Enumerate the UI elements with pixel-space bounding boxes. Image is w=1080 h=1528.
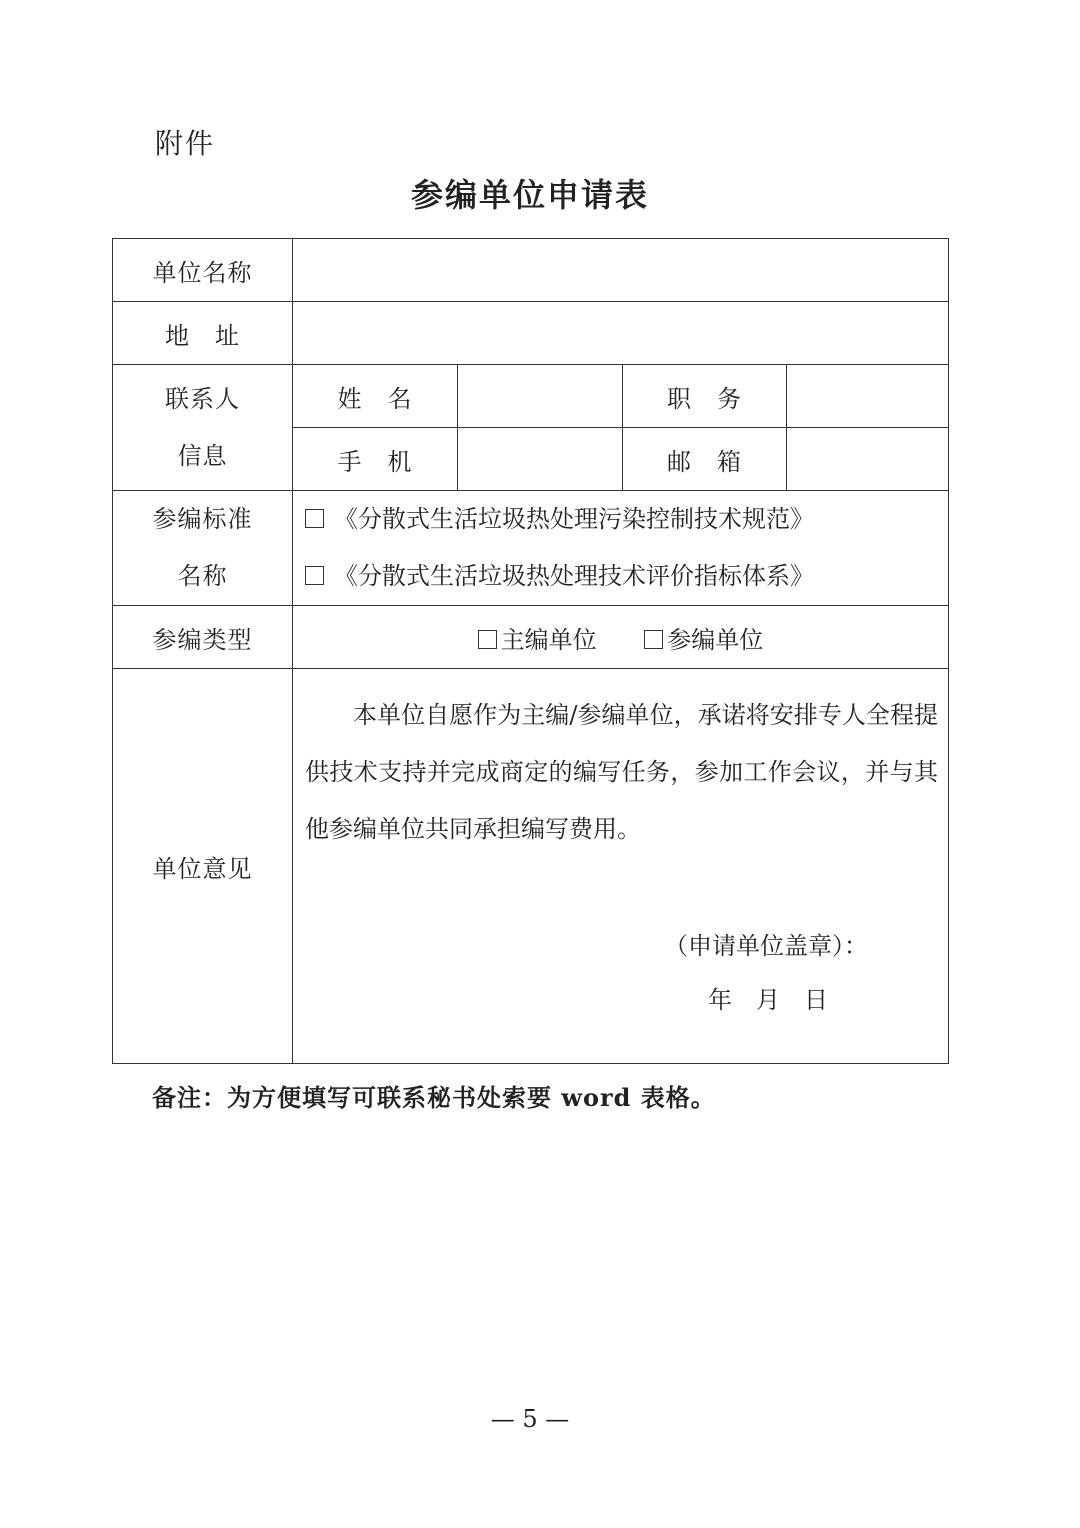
- type-option-label: 主编单位: [500, 625, 597, 654]
- address-field[interactable]: [293, 302, 949, 365]
- standards-options: [293, 491, 949, 606]
- standard-option-2[interactable]: [305, 548, 948, 605]
- unit-name-label: 单位名称: [113, 239, 293, 302]
- position-field[interactable]: [787, 365, 949, 428]
- standards-row: [113, 491, 949, 606]
- contact-row-1: [113, 365, 949, 428]
- standard-label: [113, 491, 293, 606]
- unit-name-field[interactable]: [293, 239, 949, 302]
- form-title: 参编单位申请表: [410, 176, 649, 214]
- application-form: [112, 238, 949, 1064]
- type-row: [113, 606, 949, 669]
- opinion-row: [113, 669, 949, 1064]
- address-label: 地 址: [113, 302, 293, 365]
- checkbox[interactable]: [305, 566, 324, 585]
- page-number: — 5 —: [490, 1405, 570, 1433]
- contact-label-line1: 联系人: [165, 384, 240, 413]
- name-field[interactable]: [458, 365, 623, 428]
- date-text: 年 月 日: [708, 986, 828, 1014]
- opinion-text: 本单位自愿作为主编/参编单位，承诺将安排专人全程提供技术支持并完成商定的编写任务，参加工作会议，并与其他参编单位共同承担编写费用。: [305, 701, 938, 843]
- opinion-label: 单位意见: [113, 669, 293, 1064]
- seal-text: （申请单位盖章）：: [664, 932, 868, 960]
- name-label: 姓 名: [293, 365, 458, 428]
- opinion-cell[interactable]: [293, 669, 949, 1064]
- checkbox[interactable]: [478, 630, 497, 649]
- contact-label-line2: 信息: [177, 441, 228, 470]
- checkbox[interactable]: [644, 630, 663, 649]
- type-option-participant[interactable]: [644, 620, 763, 655]
- attachment-label: 附件: [155, 127, 216, 160]
- type-option-chief[interactable]: [478, 620, 597, 655]
- standard-option-1[interactable]: [305, 491, 948, 548]
- type-label: 参编类型: [113, 606, 293, 669]
- checkbox[interactable]: [305, 509, 324, 528]
- email-field[interactable]: [787, 428, 949, 491]
- remark-note: 备注：为方便填写可联系秘书处索要 word 表格。: [152, 1083, 716, 1112]
- address-row: [113, 302, 949, 365]
- unit-name-row: [113, 239, 949, 302]
- standard-option-label: 《分散式生活垃圾热处理污染控制技术规范》: [334, 505, 814, 533]
- contact-label: [113, 365, 293, 491]
- type-option-label: 参编单位: [667, 625, 764, 654]
- email-label: 邮 箱: [623, 428, 787, 491]
- position-label: 职 务: [623, 365, 787, 428]
- standard-label-line1: 参编标准: [152, 505, 253, 533]
- type-options: [293, 606, 949, 669]
- standard-option-label: 《分散式生活垃圾热处理技术评价指标体系》: [334, 562, 814, 590]
- mobile-field[interactable]: [458, 428, 623, 491]
- mobile-label: 手 机: [293, 428, 458, 491]
- standard-label-line2: 名称: [177, 562, 228, 590]
